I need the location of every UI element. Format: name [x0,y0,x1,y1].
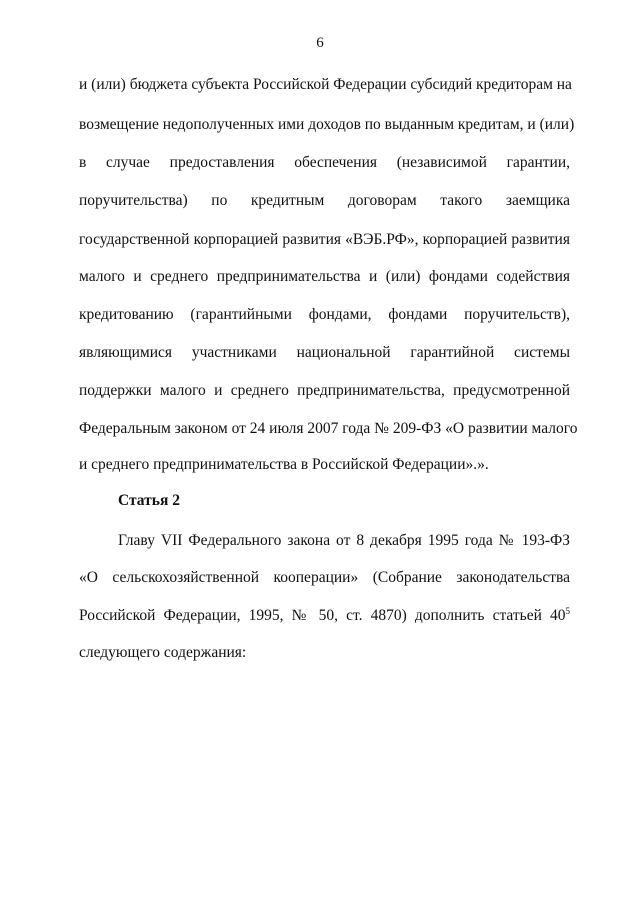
paragraph-line: государственной корпорацией развития «ВЭБ.РФ», корпорацией развития [79,231,570,248]
paragraph-line: возмещение недополученных ими доходов по выданным кредитам, и (или) [79,116,575,133]
paragraph-line: малого и среднего предпринимательства и (или) фондами содействия [79,268,570,285]
paragraph-line: поручительства) по кредитным договорам такого заемщика [79,192,570,209]
paragraph-line-text: Российской Федерации, 1995, № 50, ст. 4870) дополнить статьей 40 [79,607,566,624]
paragraph-line: и (или) бюджета субъекта Российской Федерации субсидий кредиторам на [79,76,572,93]
paragraph-line: «О сельскохозяйственной кооперации» (Собрание законодательства [79,569,570,586]
paragraph-line: поддержки малого и среднего предпринимательства, предусмотренной [79,382,570,399]
paragraph-line-with-superscript [79,607,570,625]
paragraph-line: и среднего предпринимательства в Российской Федерации».». [79,456,489,473]
article-title: Статья 2 [118,492,180,509]
paragraph-line: Главу VII Федерального закона от 8 декабря 1995 года № 193-ФЗ [118,532,570,549]
paragraph-line: Федеральным законом от 24 июля 2007 года № 209-ФЗ «О развитии малого [79,420,578,437]
paragraph-line: кредитованию (гарантийными фондами, фондами поручительств), [79,306,570,323]
page-number: 6 [316,35,324,51]
paragraph-line: являющимися участниками национальной гарантийной системы [79,344,570,361]
superscript-number: 5 [565,605,570,616]
paragraph-line: следующего содержания: [79,644,247,661]
paragraph-line: в случае предоставления обеспечения (независимой гарантии, [79,154,570,171]
